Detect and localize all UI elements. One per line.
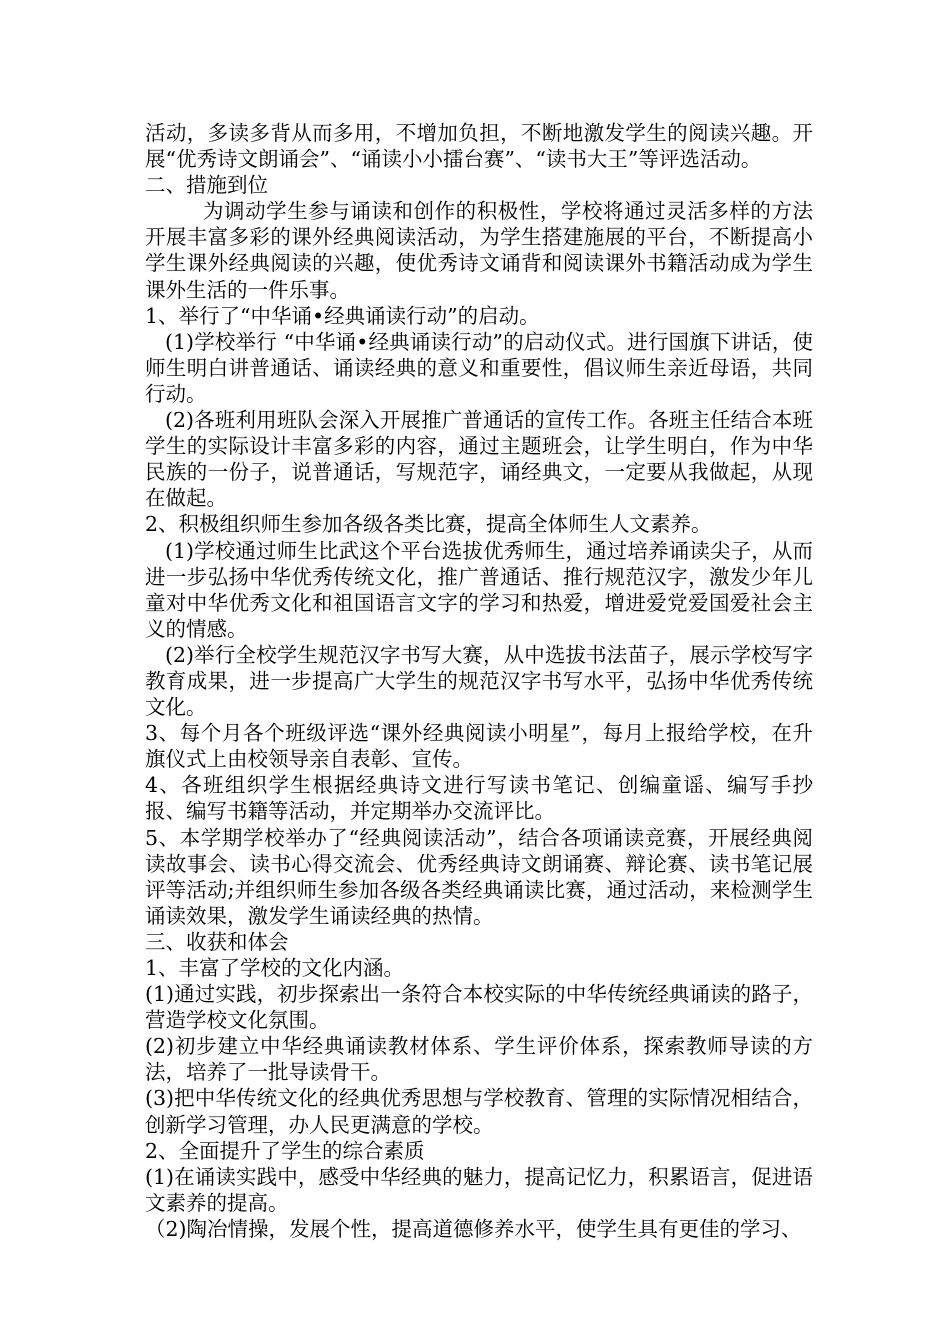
item-2-sub-2: (2)举行全校学生规范汉字书写大赛，从中选拔书法苗子，展示学校写字教育成果，进一步提高广大学生的规范汉字书写水平，弘扬中华优秀传统文化。 <box>145 642 813 720</box>
item-2-sub-1: (1)学校通过师生比武这个平台选拔优秀师生，通过培养诵读尖子，从而进一步弘扬中华优秀传统文化，推广普通话、推行规范汉字，激发少年儿童对中华优秀文化和祖国语言文字的学习和热爱，增进爱党爱国爱社会主义的情感。 <box>145 538 813 641</box>
result-2-sub-1: (1)在诵读实践中，感受中华经典的魅力，提高记忆力，积累语言，促进语文素养的提高。 <box>145 1164 813 1215</box>
item-2-heading: 2、积极组织师生参加各级各类比赛，提高全体师生人文素养。 <box>145 512 712 537</box>
result-1-sub-3: (3)把中华传统文化的经典优秀思想与学校教育、管理的实际情况相结合，创新学习管理，办人民更满意的学校。 <box>145 1086 813 1137</box>
paragraph-measures-intro: 为调动学生参与诵读和创作的积极性，学校将通过灵活多样的方法开展丰富多彩的课外经典阅读活动，为学生搭建施展的平台，不断提高小学生课外经典阅读的兴趣，使优秀诗文诵背和阅读课外书籍活动成为学生课外生活的一件乐事。 <box>145 199 813 302</box>
result-2-sub-2: （2)陶冶情操，发展个性，提高道德修养水平，使学生具有更佳的学习、 <box>145 1216 802 1241</box>
section-heading-measures: 二、措施到位 <box>145 173 268 198</box>
result-1-sub-2: (2)初步建立中华经典诵读教材体系、学生评价体系，探索教师导读的方法，培养了一批导读骨干。 <box>145 1034 813 1085</box>
item-1-heading: 1、举行了“中华诵•经典诵读行动”的启动。 <box>145 303 540 328</box>
paragraph-intro: 活动，多读多背从而多用，不增加负担，不断地激发学生的阅读兴趣。开展“优秀诗文朗诵会”、“诵读小小擂台赛”、“读书大王”等评选活动。 <box>145 121 813 172</box>
section-heading-results: 三、收获和体会 <box>145 929 289 954</box>
item-5: 5、本学期学校举办了“经典阅读活动”，结合各项诵读竞赛，开展经典阅读故事会、读书心得交流会、优秀经典诗文朗诵赛、辩论赛、读书笔记展评等活动;并组织师生参加各级各类经典诵读比赛，通过活动，来检测学生诵读效果，激发学生诵读经典的热情。 <box>145 825 813 928</box>
result-2-heading: 2、全面提升了学生的综合素质 <box>145 1138 425 1163</box>
item-1-sub-2: (2)各班利用班队会深入开展推广普通话的宣传工作。各班主任结合本班学生的实际设计丰富多彩的内容，通过主题班会，让学生明白，作为中华民族的一份子，说普通话，写规范字，诵经典文，一定要从我做起，从现在做起。 <box>145 408 813 511</box>
item-3: 3、每个月各个班级评选“课外经典阅读小明星”，每月上报给学校，在升旗仪式上由校领导亲自表彰、宣传。 <box>145 721 813 772</box>
item-4: 4、各班组织学生根据经典诗文进行写读书笔记、创编童谣、编写手抄报、编写书籍等活动，并定期举办交流评比。 <box>145 773 813 824</box>
result-1-sub-1: (1)通过实践，初步探索出一条符合本校实际的中华传统经典诵读的路子，营造学校文化氛围。 <box>145 982 813 1033</box>
document-body <box>145 120 813 1242</box>
result-1-heading: 1、丰富了学校的文化内涵。 <box>145 956 405 980</box>
item-1-sub-1: (1)学校举行 “中华诵•经典诵读行动”的启动仪式。进行国旗下讲话，使师生明白讲普通话、诵读经典的意义和重要性，倡议师生亲近母语，共同行动。 <box>145 329 813 406</box>
